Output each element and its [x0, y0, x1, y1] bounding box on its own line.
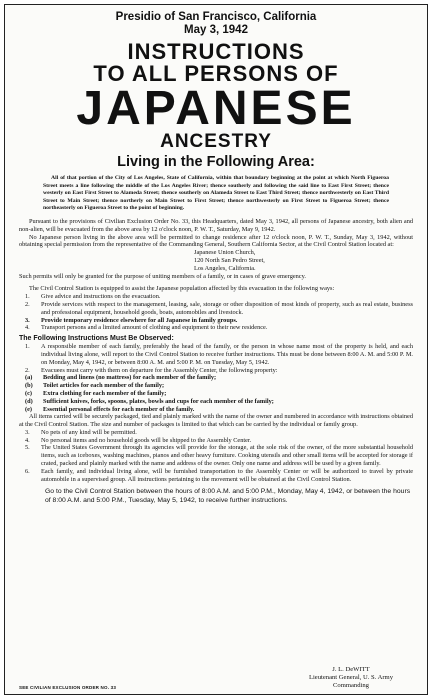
signer-role: Commanding: [333, 682, 369, 689]
intro-paragraph-2: No Japanese person living in the above area will be permitted to change residence after 12 o'clock noon, P. W. T., Sunday, May 3, 1942, without obtaining special permission from the representative of the Commanding General, Southern California Sector, at the Civil Control Station located at:: [19, 233, 413, 249]
title-to-all-persons: TO ALL PERSONS OF: [93, 61, 339, 86]
subtitle-area: Living in the Following Area:: [117, 154, 315, 170]
intro-paragraph-4: The Civil Control Station is equipped to assist the Japanese population affected by this evacuation in the following ways:: [29, 285, 335, 293]
area-boundary-description: All of that portion of the City of Los Angeles, State of California, within that boundary beginning at the point at which North Figueroa Street meets a line following the middle of the Los Angeles River; thence southerly and following the said line to East First Street; thence westerly on East First Street to Alameda Street; thence southerly on Alameda Street to East Third Street; thence northwesterly on East Third Street to Main Street; thence northerly on Main Street to First Street; thence northwesterly on First Street to Figueroa Street; thence northeasterly on Figueroa Street to the point of beginning.: [43, 175, 389, 212]
order-number: SEE CIVILIAN EXCLUSION ORDER NO. 33: [19, 685, 117, 690]
list-item: (a) Bedding and linens (no mattress) for each member of the family;: [25, 374, 217, 382]
signer-title: Lieutenant General, U. S. Army: [308, 674, 393, 681]
list-item: 3. No pets of any kind will be permitted.: [25, 428, 137, 436]
list-item: 1. A responsible member of each family, preferably the head of the family, or the person in whose name most of the property is held, and each individual living alone, will report to the Civil Control Station to receive further instructions. This must be done between 8:00 A. M. and 5:00 P. M. on Monday, May 4, 1942, or between 8:00 A. M. and 5:00 P. M. on Tuesday, May 5, 1942.: [25, 343, 413, 366]
list-item: (c) Extra clothing for each member of the family;: [25, 389, 167, 397]
footer: [19, 666, 413, 690]
later-instructions-list: [19, 429, 413, 484]
signature-block: [309, 666, 393, 690]
list-item: 3. Provide temporary residence elsewhere for all Japanese in family groups.: [25, 316, 238, 324]
property-list: [19, 374, 413, 413]
notice-body: [19, 218, 413, 484]
signer-name: J. L. DeWITT: [332, 666, 370, 673]
list-item: (b) Toilet articles for each member of the family;: [25, 382, 165, 390]
address-line: 120 North San Pedro Street,: [194, 256, 265, 264]
list-item: 4. No personal items and no household goods will be shipped to the Assembly Center.: [25, 436, 252, 444]
evacuation-notice-poster: [4, 4, 428, 695]
intro-paragraph-1: Pursuant to the provisions of Civilian Exclusion Order No. 33, this Headquarters, dated May 3, 1942, all persons of Japanese ancestry, both alien and non-alien, will be evacuated from the above area by 12 o'clock noon, P. W. T., Saturday, May 9, 1942.: [19, 217, 413, 233]
list-item: 2. Provide services with respect to the management, leasing, sale, storage or other disposition of most kinds of property, such as real estate, business and professional equipment, household goods, boats, automobiles and livestock.: [25, 300, 413, 316]
title-instructions: INSTRUCTIONS: [127, 39, 305, 64]
station-address: [194, 249, 413, 272]
address-line: Los Angeles, California.: [194, 264, 256, 272]
date-line: May 3, 1942: [184, 24, 248, 36]
list-item: 5. The United States Government through its agencies will provide for the storage, at the sole risk of the owner, of the more substantial household items, such as iceboxes, washing machines, pianos and other heavy furniture. Cooking utensils and other small items will be accepted for storage if crated, packed and plainly marked with the name and address of the owner. Only one name and address will be used by a given family.: [25, 444, 413, 468]
title-japanese: JAPANESE: [76, 82, 356, 135]
list-item: 6. Each family, and individual living alone, will be furnished transportation to the Assembly Center or will be authorized to travel by private automobile in a supervised group. All instructions pertaining to the movement will be obtained at the Civil Control Station.: [25, 467, 413, 483]
ways-list: [19, 293, 413, 332]
intro-paragraph-3: Such permits will only be granted for the purpose of uniting members of a family, or in cases of grave emergency.: [19, 272, 306, 280]
list-item: (e) Essential personal effects for each member of the family.: [25, 405, 195, 413]
packaging-note: All items carried will be securely packaged, tied and plainly marked with the name of the owner and numbered in accordance with instructions obtained at the Civil Control Station. The size and number of packages is limited to that which can be carried by the individual or family group.: [19, 413, 413, 429]
title-ancestry: ANCESTRY: [160, 131, 272, 152]
list-item: 4. Transport persons and a limited amount of clothing and equipment to their new residence.: [25, 324, 268, 332]
location-line: Presidio of San Francisco, California: [115, 11, 317, 23]
list-item: 2. Evacuees must carry with them on departure for the Assembly Center, the following property:: [25, 366, 278, 374]
instructions-heading: The Following Instructions Must Be Observed:: [19, 335, 174, 343]
list-item: (d) Sufficient knives, forks, spoons, plates, bowls and cups for each member of the family;: [25, 397, 274, 405]
address-line: Japanese Union Church,: [194, 249, 256, 257]
final-notice: Go to the Civil Control Station between the hours of 8:00 A.M. and 5:00 P.M., Monday, May 4, 1942, or between the hours of 8:00 A.M. and 5:00 P.M., Tuesday, May 5, 1942, to receive further instructions.: [45, 488, 411, 505]
list-item: 1. Give advice and instructions on the evacuation.: [25, 293, 161, 301]
